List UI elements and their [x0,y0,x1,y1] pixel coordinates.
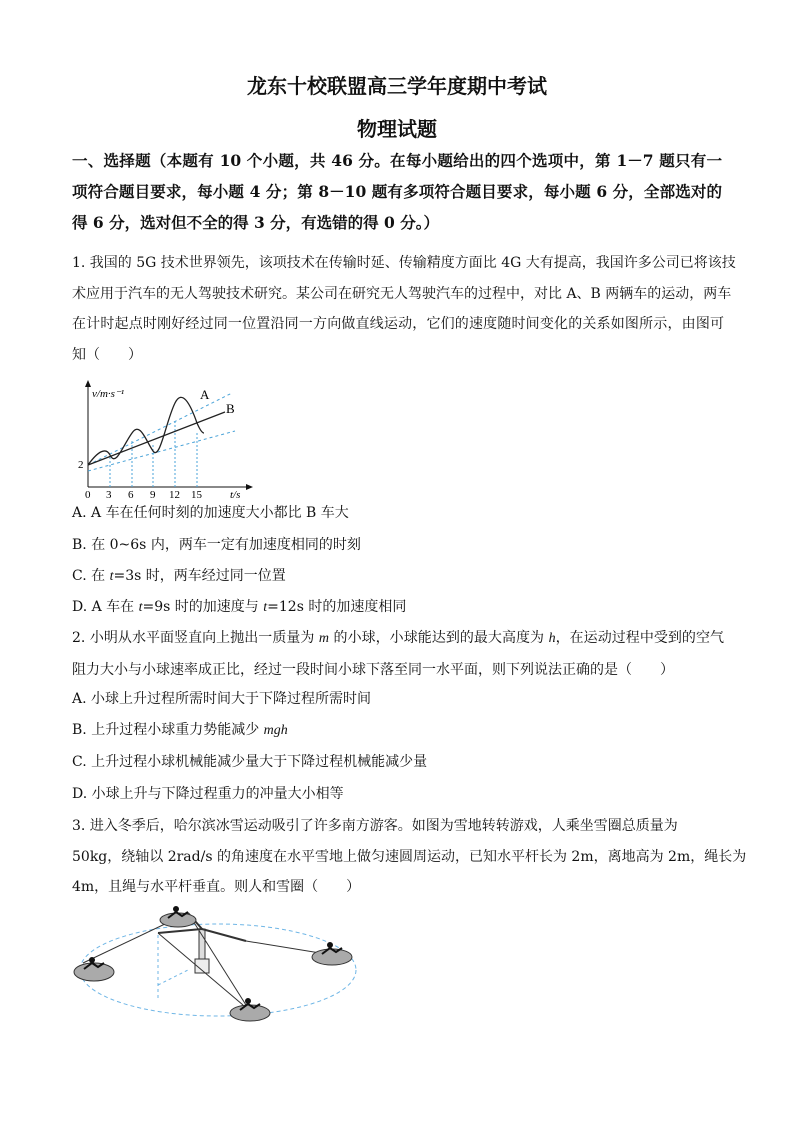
snow-carousel-illustration [68,905,368,1025]
arm-right [202,929,246,941]
velocity-time-graph [70,375,260,500]
q1-option-a: A. A 车在任何时刻的加速度大小都比 B 车大 [72,505,349,521]
instruction-line: 得 6 分，选对但不全的得 3 分，有选错的得 0 分。） [72,213,439,232]
exam-subtitle: 物理试题 [357,117,437,141]
label-b: B [226,401,235,416]
instruction-line: 一、选择题（本题有 10 个小题，共 46 分。在每小题给出的四个选项中，第 1－7 题只有一 [72,151,722,170]
question-1-stem [72,248,736,370]
q1-option-b: B. 在 0~6s 内，两车一定有加速度相同的时刻 [72,537,361,553]
section-instructions [72,145,722,238]
snow-ring-front [230,998,270,1021]
q1-line: 术应用于汽车的无人驾驶技术研究。某公司在研究无人驾驶汽车的过程中，对比 A、B 两辆车的运动，两车 [72,285,732,302]
snow-ring-back [160,906,196,927]
label-a: A [200,387,210,402]
question-3-stem [72,811,747,903]
x-tick-label: 12 [169,489,180,500]
q3-line: 4m，且绳与水平杆垂直。则人和雪圈（ ） [72,879,361,895]
q2-option-b: B. 上升过程小球重力势能减少 mgh [72,722,288,738]
x-tick-label: 0 [85,489,91,500]
radius-guide [158,970,188,985]
q1-option-d: D. A 车在 t=9s 时的加速度与 t=12s 时的加速度相同 [72,599,407,615]
instruction-line: 项符合题目要求，每小题 4 分；第 8－10 题有多项符合题目要求，每小题 6 分，全部选对的 [72,182,722,201]
q2-option-a: A. 小球上升过程所需时间大于下降过程所需时间 [72,691,372,707]
q3-line: 50kg，绕轴以 2rad/s 的角速度在水平雪地上做匀速圆周运动，已知水平杆长为 2m，离地高为 2m，绳长为 [72,848,747,865]
snow-ring-right [312,942,352,965]
central-pole [199,929,205,961]
y-tick-label: 2 [78,459,84,471]
q2-line: 2. 小明从水平面竖直向上抛出一质量为 m 的小球，小球能达到的最大高度为 h，在运动过程中受到的空气 [72,630,724,646]
q2-line: 阻力大小与小球速率成正比，经过一段时间小球下落至同一水平面，则下列说法正确的是（ ） [72,661,674,678]
q2-option-d: D. 小球上升与下降过程重力的冲量大小相等 [72,786,344,802]
y-axis-label: v/m·s⁻¹ [92,388,125,400]
x-axis-label: t/s [230,489,241,500]
question-2-stem [72,623,724,685]
circular-path [80,924,356,1016]
q2-option-c: C. 上升过程小球机械能减少量大于下降过程机械能减少量 [72,754,428,770]
q1-option-c: C. 在 t=3s 时，两车经过同一位置 [72,568,286,584]
line-b [88,412,225,465]
x-tick-label: 15 [191,489,202,500]
q1-line: 知（ ） [72,346,142,363]
x-tick-label: 3 [106,489,112,500]
q3-line: 3. 进入冬季后，哈尔滨冰雪运动吸引了许多南方游客。如图为雪地转转游戏，人乘坐雪圈总质量为 [72,818,678,834]
x-tick-label: 6 [128,489,134,500]
q1-line: 1. 我国的 5G 技术世界领先，该项技术在传输时延、传输精度方面比 4G 大有提高，我国许多公司已将该技 [72,255,736,271]
exam-title: 龙东十校联盟高三学年度期中考试 [247,74,547,98]
arm-left [158,929,202,933]
y-axis-arrow [85,380,91,387]
x-axis-arrow [246,484,253,490]
snow-ring-left [74,957,114,981]
x-tick-label: 9 [150,489,156,500]
q1-line: 在计时起点时刚好经过同一位置沿同一方向做直线运动，它们的速度随时间变化的关系如图所示，由图可 [72,316,724,332]
rope [246,941,320,953]
